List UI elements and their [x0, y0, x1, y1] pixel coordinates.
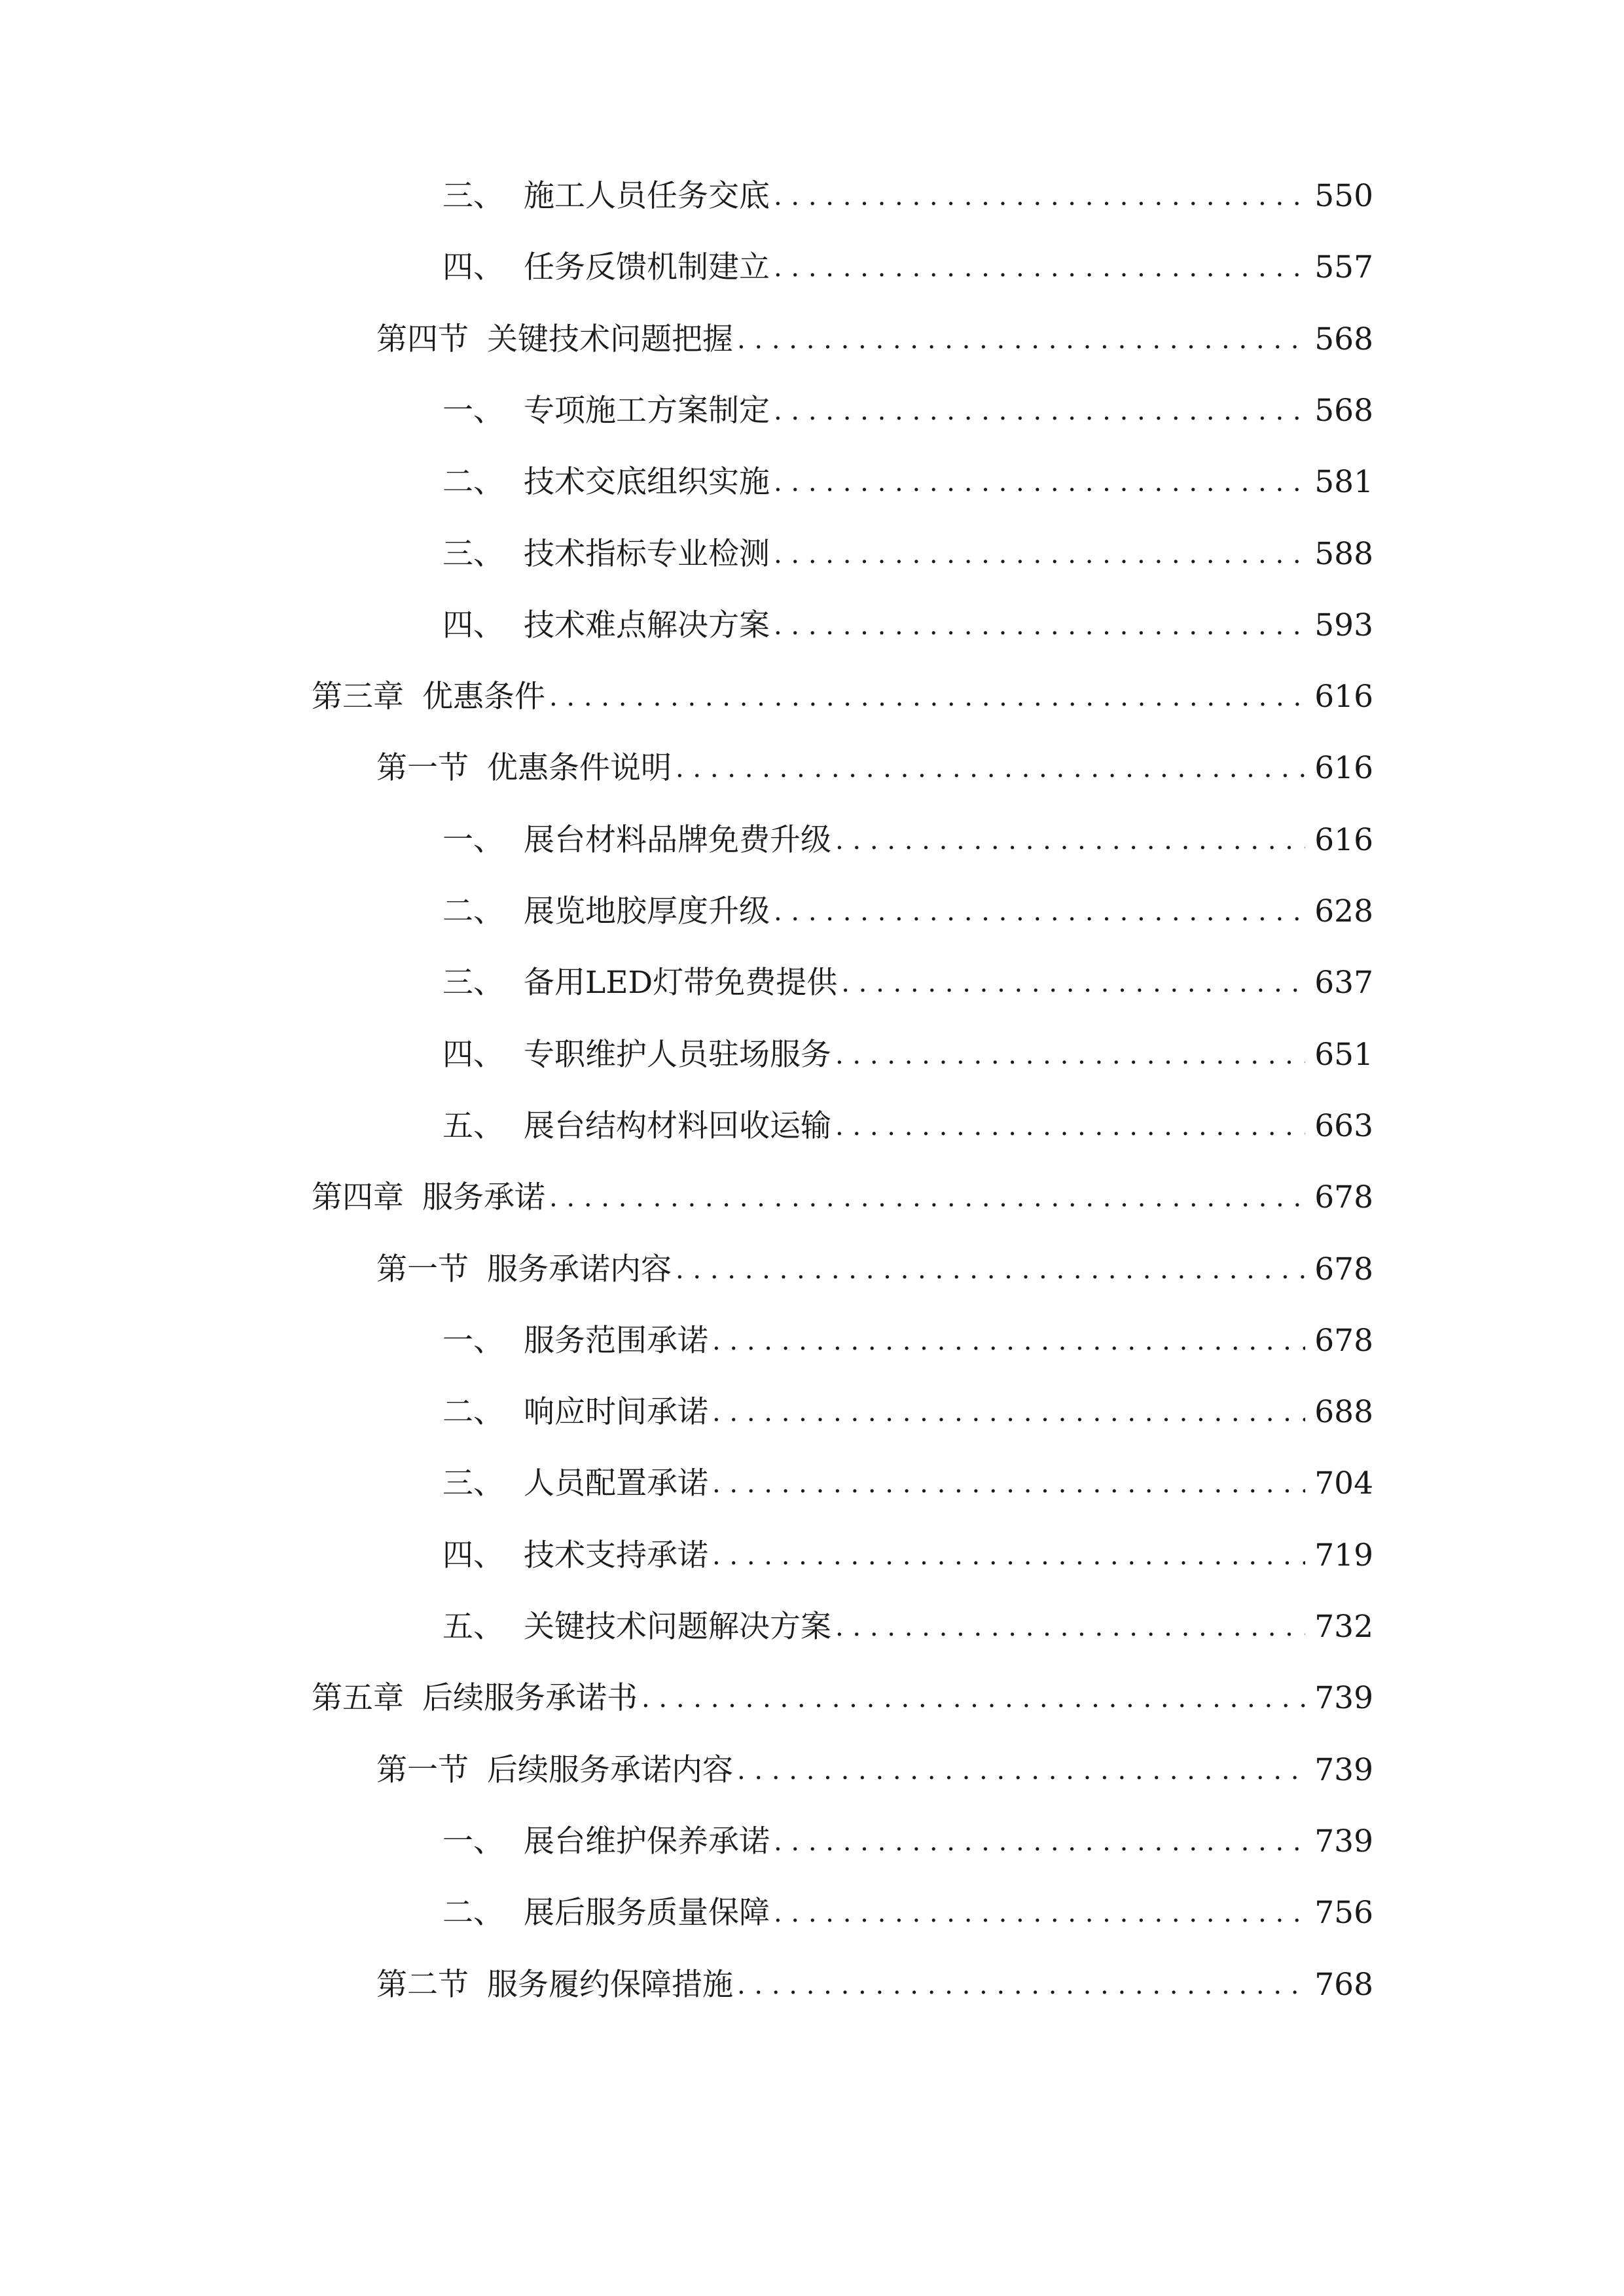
dot-leader	[676, 745, 1305, 791]
dot-leader	[835, 1032, 1305, 1078]
toc-entry[interactable]	[376, 1962, 1373, 2008]
toc-entry-page-number: 637	[1314, 965, 1373, 1001]
toc-entry-page-number: 663	[1314, 1108, 1373, 1144]
toc-entry-page-number: 768	[1314, 1967, 1373, 2003]
toc-entry[interactable]	[442, 1390, 1373, 1435]
toc-entry[interactable]	[442, 1103, 1373, 1149]
dot-leader	[774, 245, 1305, 291]
toc-entry[interactable]	[442, 388, 1373, 434]
toc-entry-page-number: 616	[1314, 679, 1373, 715]
toc-entry-title: 展览地胶厚度升级	[524, 893, 770, 929]
dot-leader	[712, 1461, 1305, 1507]
dot-leader	[712, 1533, 1305, 1579]
toc-entry-title: 展台结构材料回收运输	[524, 1108, 831, 1144]
dot-leader	[841, 960, 1305, 1006]
toc-entry-title: 人员配置承诺	[524, 1465, 708, 1501]
dot-leader	[549, 1175, 1305, 1221]
toc-entry-page-number: 732	[1314, 1609, 1373, 1645]
toc-entry-number: 四、	[442, 249, 504, 285]
toc-entry-title: 备用LED灯带免费提供	[524, 965, 838, 1001]
toc-entry[interactable]	[376, 317, 1373, 363]
toc-entry-title: 服务承诺内容	[487, 1251, 672, 1287]
toc-entry-title: 技术指标专业检测	[524, 536, 770, 572]
toc-entry-number: 一、	[442, 1823, 504, 1859]
toc-entry-page-number: 678	[1314, 1179, 1373, 1215]
toc-entry-number: 三、	[442, 1465, 504, 1501]
toc-entry[interactable]	[376, 745, 1373, 791]
dot-leader	[712, 1390, 1305, 1435]
dot-leader	[641, 1676, 1305, 1721]
dot-leader	[835, 1103, 1305, 1149]
toc-entry-page-number: 651	[1314, 1037, 1373, 1073]
toc-entry-page-number: 616	[1314, 750, 1373, 786]
dot-leader	[737, 1962, 1305, 2008]
toc-entry-number: 五、	[442, 1609, 504, 1645]
toc-entry[interactable]	[442, 1533, 1373, 1579]
toc-entry-number: 四、	[442, 1037, 504, 1073]
toc-entry-number: 二、	[442, 1895, 504, 1931]
toc-entry-number: 一、	[442, 822, 504, 858]
toc-entry-number: 第五章	[312, 1680, 404, 1716]
toc-entry-number: 三、	[442, 965, 504, 1001]
toc-entry-page-number: 719	[1314, 1537, 1373, 1573]
toc-entry[interactable]	[376, 1748, 1373, 1793]
toc-entry-title: 展台维护保养承诺	[524, 1823, 770, 1859]
toc-entry-title: 技术难点解决方案	[524, 607, 770, 643]
toc-entry[interactable]	[312, 674, 1373, 720]
toc-entry-page-number: 628	[1314, 893, 1373, 929]
toc-entry-page-number: 568	[1314, 321, 1373, 357]
toc-entry-title: 专职维护人员驻场服务	[524, 1037, 831, 1073]
toc-entry[interactable]	[442, 603, 1373, 649]
dot-leader	[712, 1318, 1305, 1364]
toc-entry-title: 后续服务承诺书	[422, 1680, 638, 1716]
toc-entry-title: 展台材料品牌免费升级	[524, 822, 831, 858]
toc-entry-page-number: 557	[1314, 249, 1373, 285]
toc-entry-title: 技术支持承诺	[524, 1537, 708, 1573]
toc-entry-title: 关键技术问题把握	[487, 321, 733, 357]
toc-entry-number: 第二节	[376, 1967, 469, 2003]
toc-entry-number: 二、	[442, 893, 504, 929]
toc-entry[interactable]	[442, 1032, 1373, 1078]
dot-leader	[737, 1748, 1305, 1793]
toc-entry-page-number: 568	[1314, 393, 1373, 429]
toc-entry-title: 响应时间承诺	[524, 1394, 708, 1430]
toc-entry-page-number: 550	[1314, 178, 1373, 214]
dot-leader	[676, 1247, 1305, 1293]
toc-entry-page-number: 688	[1314, 1394, 1373, 1430]
toc-entry-title: 任务反馈机制建立	[524, 249, 770, 285]
toc-entry-title: 展后服务质量保障	[524, 1895, 770, 1931]
toc-entry[interactable]	[442, 1461, 1373, 1507]
toc-entry-number: 一、	[442, 393, 504, 429]
toc-entry-title: 服务承诺	[422, 1179, 545, 1215]
toc-entry-page-number: 739	[1314, 1680, 1373, 1716]
dot-leader	[774, 603, 1305, 649]
dot-leader	[737, 317, 1305, 363]
toc-entry-page-number: 739	[1314, 1752, 1373, 1788]
toc-entry-number: 第一节	[376, 1752, 469, 1788]
toc-entry-page-number: 678	[1314, 1251, 1373, 1287]
dot-leader	[774, 388, 1305, 434]
dot-leader	[774, 531, 1305, 577]
toc-entry-number: 第四节	[376, 321, 469, 357]
toc-entry[interactable]	[442, 245, 1373, 291]
toc-entry[interactable]	[442, 1604, 1373, 1650]
dot-leader	[774, 889, 1305, 935]
toc-entry-title: 关键技术问题解决方案	[524, 1609, 831, 1645]
dot-leader	[549, 674, 1305, 720]
toc-entry-number: 二、	[442, 1394, 504, 1430]
toc-entry-title: 服务范围承诺	[524, 1323, 708, 1359]
toc-entry-title: 施工人员任务交底	[524, 178, 770, 214]
toc-entry-number: 第三章	[312, 679, 404, 715]
dot-leader	[835, 817, 1305, 863]
toc-entry-number: 第一节	[376, 750, 469, 786]
toc-entry-page-number: 739	[1314, 1823, 1373, 1859]
toc-entry-page-number: 704	[1314, 1465, 1373, 1501]
toc-entry-number: 四、	[442, 1537, 504, 1573]
toc-entry[interactable]	[442, 531, 1373, 577]
toc-entry-number: 第一节	[376, 1251, 469, 1287]
toc-entry-page-number: 588	[1314, 536, 1373, 572]
toc-entry[interactable]	[442, 817, 1373, 863]
toc-entry[interactable]	[442, 1318, 1373, 1364]
toc-entry-number: 五、	[442, 1108, 504, 1144]
toc-entry-number: 三、	[442, 536, 504, 572]
dot-leader	[774, 1819, 1305, 1865]
toc-entry[interactable]	[312, 1175, 1373, 1221]
toc-entry-title: 后续服务承诺内容	[487, 1752, 733, 1788]
toc-entry[interactable]	[442, 960, 1373, 1006]
toc-entry-page-number: 581	[1314, 464, 1373, 500]
toc-entry-number: 三、	[442, 178, 504, 214]
dot-leader	[774, 173, 1305, 219]
toc-entry-title: 服务履约保障措施	[487, 1967, 733, 2003]
dot-leader	[774, 459, 1305, 505]
toc-entry[interactable]	[312, 1676, 1373, 1721]
toc-entry[interactable]	[442, 459, 1373, 505]
dot-leader	[835, 1604, 1305, 1650]
toc-entry[interactable]	[376, 1247, 1373, 1293]
toc-entry-title: 技术交底组织实施	[524, 464, 770, 500]
toc-entry-title: 优惠条件	[422, 679, 545, 715]
dot-leader	[774, 1890, 1305, 1936]
toc-entry[interactable]	[442, 173, 1373, 219]
toc-entry-number: 四、	[442, 607, 504, 643]
toc-entry-number: 第四章	[312, 1179, 404, 1215]
toc-entry-page-number: 616	[1314, 822, 1373, 858]
toc-entry[interactable]	[442, 1819, 1373, 1865]
toc-entry-page-number: 756	[1314, 1895, 1373, 1931]
toc-entry-title: 优惠条件说明	[487, 750, 672, 786]
toc-entry-number: 二、	[442, 464, 504, 500]
toc-entry-title: 专项施工方案制定	[524, 393, 770, 429]
toc-entry[interactable]	[442, 889, 1373, 935]
toc-entry[interactable]	[442, 1890, 1373, 1936]
toc-entry-number: 一、	[442, 1323, 504, 1359]
toc-entry-page-number: 678	[1314, 1323, 1373, 1359]
toc-entry-page-number: 593	[1314, 607, 1373, 643]
